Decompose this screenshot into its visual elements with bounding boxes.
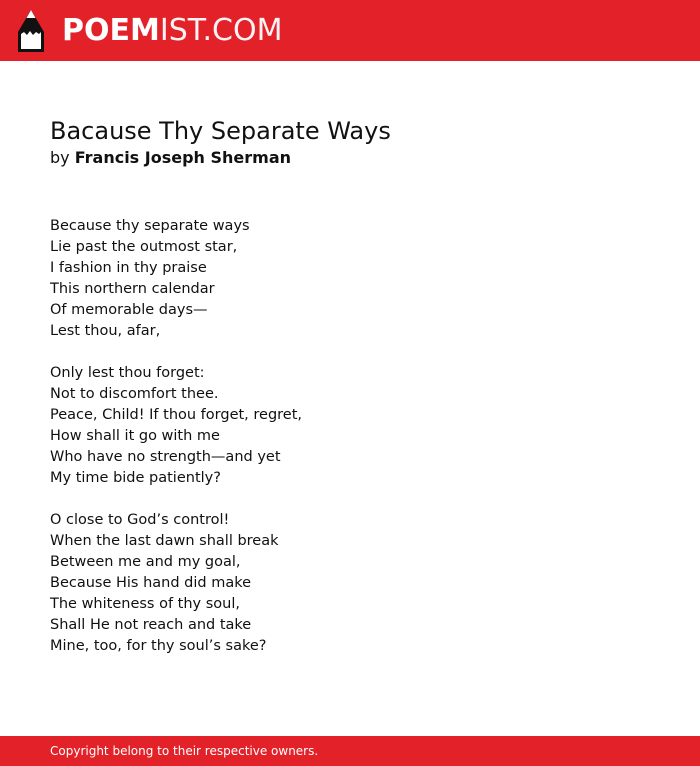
poem-line: I fashion in thy praise <box>50 260 207 276</box>
site-footer <box>0 736 700 766</box>
poem-line: Of memorable days— <box>50 302 208 318</box>
poem-body <box>50 216 650 657</box>
site-header <box>0 0 700 61</box>
poem-line: Not to discomfort thee. <box>50 386 219 402</box>
poem-line: Only lest thou forget: <box>50 365 205 381</box>
site-logo-link[interactable] <box>18 10 282 52</box>
pencil-icon <box>18 10 44 52</box>
poem-line: My time bide patiently? <box>50 470 221 486</box>
stanza-1 <box>50 216 650 342</box>
poem-line: Mine, too, for thy soul’s sake? <box>50 638 267 654</box>
stanza-2 <box>50 363 650 489</box>
poem-line: Between me and my goal, <box>50 554 241 570</box>
poem-line: Lie past the outmost star, <box>50 239 238 255</box>
logo-text-bold: POEM <box>62 13 160 48</box>
byline <box>50 146 650 170</box>
by-label: by <box>50 148 70 167</box>
poem-title: Bacause Thy Separate Ways <box>50 117 391 145</box>
poem-line: Shall He not reach and take <box>50 617 252 633</box>
poem-line: How shall it go with me <box>50 428 220 444</box>
site-logo-text <box>62 13 283 48</box>
stanza-3 <box>50 510 650 657</box>
poem-line: When the last dawn shall break <box>50 533 279 549</box>
poem-line: Who have no strength—and yet <box>50 449 281 465</box>
author-name: Francis Joseph Sherman <box>74 148 292 167</box>
poem-content <box>50 116 650 678</box>
poem-line: Because His hand did make <box>50 575 252 591</box>
poem-line: The whiteness of thy soul, <box>50 596 240 612</box>
logo-text-light: IST.COM <box>159 13 283 48</box>
copyright-notice: Copyright belong to their respective owners. <box>50 744 319 758</box>
poem-line: Because thy separate ways <box>50 218 250 234</box>
poem-line: This northern calendar <box>50 281 215 297</box>
poem-line: Peace, Child! If thou forget, regret, <box>50 407 303 423</box>
poem-line: Lest thou, afar, <box>50 323 161 339</box>
poem-line: O close to God’s control! <box>50 512 230 528</box>
